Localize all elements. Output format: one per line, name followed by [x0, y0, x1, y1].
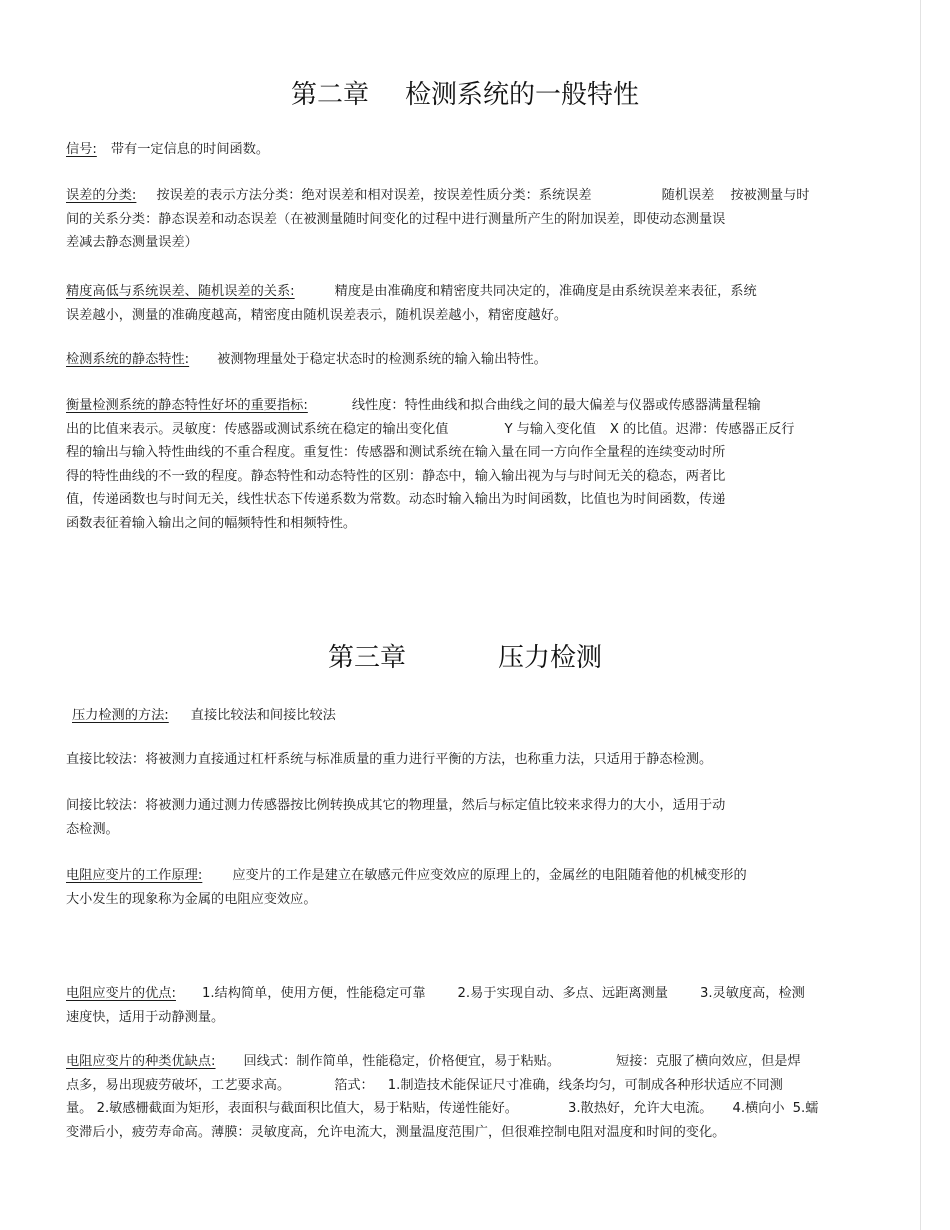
- pressure-method-paragraph: [66, 704, 876, 728]
- precision-paragraph: [66, 280, 876, 327]
- error-line-2: 间的关系分类：静态误差和动态误差（在被测量随时间变化的过程中进行测量所产生的附加误差，即使动态测量误: [66, 211, 726, 227]
- index-line-1: 衡量检测系统的静态特性好坏的重要指标: 线性度：特性曲线和拟合曲线之间的最大偏差与仪器或传感器满量程输: [66, 398, 761, 413]
- error-term: 误差的分类:: [66, 188, 137, 203]
- chapter3-number: 第三章: [327, 643, 406, 673]
- principle-term: 电阻应变片的工作原理:: [66, 868, 203, 883]
- chapter3-title: 压力检测: [498, 643, 603, 673]
- principle-line-1: 电阻应变片的工作原理: 应变片的工作是建立在敏感元件应变效应的原理上的，金属丝的电阻随着他的机械变形的: [66, 868, 747, 883]
- types-line-3: 量。 2.敏感栅截面为矩形，表面积与截面积比值大，易于粘贴，传递性能好。 3.散热好，允许大电流。 4.横向小 5.蠕: [66, 1101, 819, 1116]
- types-line-4: 变滞后小，疲劳寿命高。薄膜：灵敏度高，允许电流大，测量温度范围广，但很难控制电阻对温度和时间的变化。: [66, 1124, 726, 1140]
- error-classification-paragraph: [66, 184, 876, 255]
- static-characteristic-paragraph: [66, 348, 876, 372]
- strain-gauge-types-paragraph: [66, 1050, 876, 1144]
- precision-line-1: 精度高低与系统误差、随机误差的关系: 精度是由准确度和精密度共同决定的，准确度是由系统误差来表征，系统: [66, 284, 757, 299]
- direct-line-1: 直接比较法：将被测力直接通过杠杆系统与标准质量的重力进行平衡的方法，也称重力法，只适用于静态检测。: [66, 752, 713, 767]
- indirect-line-1: 间接比较法：将被测力通过测力传感器按比例转换成其它的物理量，然后与标定值比较来求得力的大小，适用于动: [66, 798, 726, 813]
- method-definition: 直接比较法和间接比较法: [190, 708, 336, 723]
- chapter2-title: 检测系统的一般特性: [405, 80, 640, 110]
- chapter2-heading: [0, 82, 930, 108]
- method-term: 压力检测的方法:: [72, 708, 169, 723]
- advantages-term: 电阻应变片的优点:: [66, 986, 176, 1001]
- signal-paragraph: [66, 138, 876, 162]
- page-edge-line: [920, 0, 921, 1230]
- indirect-comparison-paragraph: [66, 794, 876, 841]
- index-line-3: 程的输出与输入特性曲线的不重合程度。重复性：传感器和测试系统在输入量在同一方向作全量程的连续变动时所: [66, 445, 726, 460]
- signal-term: 信号:: [66, 142, 97, 157]
- precision-line-2: 误差越小，测量的准确度越高，精密度由随机误差表示，随机误差越小，精密度越好。: [66, 307, 568, 323]
- principle-line-2: 大小发生的现象称为金属的电阻应变效应。: [66, 891, 317, 907]
- static-definition: 被测物理量处于稳定状态时的检测系统的输入输出特性。: [217, 352, 547, 367]
- direct-comparison-paragraph: [66, 748, 876, 772]
- strain-gauge-advantages-paragraph: [66, 982, 876, 1029]
- index-line-2: 出的比值来表示。灵敏度：传感器或测试系统在稳定的输出变化值 Y 与输入变化值 X 的比值。迟滞：传感器正反行: [66, 421, 795, 437]
- static-term: 检测系统的静态特性:: [66, 352, 190, 367]
- strain-gauge-principle-paragraph: [66, 864, 876, 911]
- index-term: 衡量检测系统的静态特性好坏的重要指标:: [66, 398, 308, 413]
- error-line-3: 差减去静态测量误差）: [66, 235, 198, 250]
- index-line-6: 函数表征着输入输出之间的幅频特性和相频特性。: [66, 515, 357, 531]
- index-line-5: 值，传递函数也与时间无关，线性状态下传递系数为常数。动态时输入输出为时间函数，比值也为时间函数，传递: [66, 492, 726, 507]
- static-index-paragraph: [66, 394, 876, 535]
- advantages-line-2: 速度快，适用于动静测量。: [66, 1009, 225, 1025]
- signal-definition: 带有一定信息的时间函数。: [110, 142, 270, 157]
- chapter2-number: 第二章: [290, 80, 369, 110]
- types-term: 电阻应变片的种类优缺点:: [66, 1054, 216, 1069]
- advantages-line-1: 电阻应变片的优点: 1.结构简单，使用方便，性能稳定可靠 2.易于实现自动、多点、远距离测量 3.灵敏度高，检测: [66, 986, 805, 1001]
- chapter3-heading: [0, 645, 930, 671]
- error-line-1: 误差的分类: 按误差的表示方法分类：绝对误差和相对误差，按误差性质分类：系统误差 随机误差 按被测量与时: [66, 188, 810, 203]
- precision-term: 精度高低与系统误差、随机误差的关系:: [66, 284, 295, 299]
- types-line-2: 点多，易出现疲劳破坏，工艺要求高。 箔式： 1.制造技术能保证尺寸准确，线条均匀，可制成各种形状适应不同测: [66, 1077, 783, 1093]
- index-line-4: 得的特性曲线的不一致的程度。静态特性和动态特性的区别：静态中，输入输出视为与与时间无关的稳态，两者比: [66, 468, 726, 484]
- indirect-line-2: 态检测。: [66, 821, 119, 837]
- types-line-1: 电阻应变片的种类优缺点: 回线式：制作简单，性能稳定，价格便宜，易于粘贴。 短接：克服了横向效应，但是焊: [66, 1054, 801, 1069]
